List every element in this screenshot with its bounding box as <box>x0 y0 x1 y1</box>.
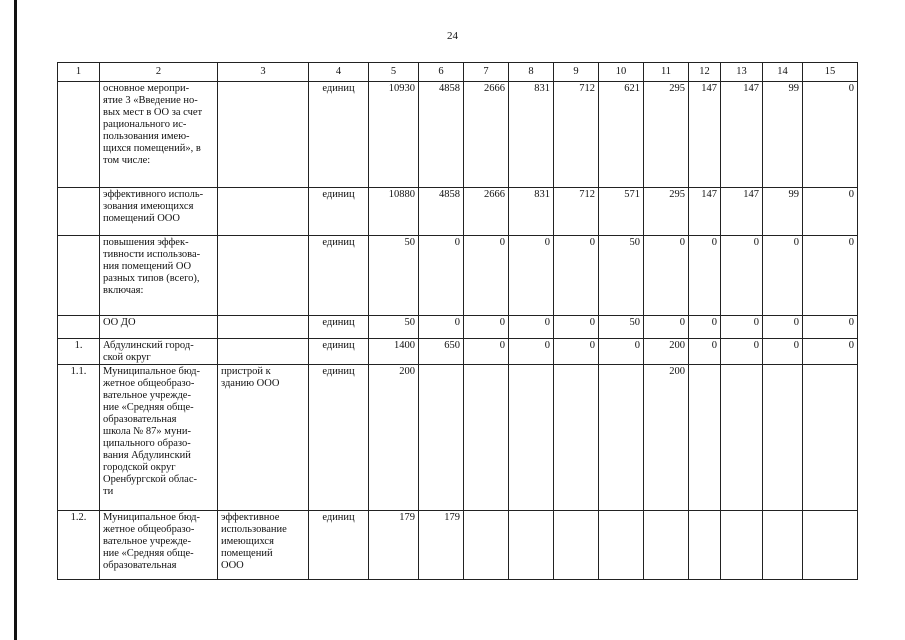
value-cell <box>419 365 464 511</box>
column-header: 14 <box>763 63 803 82</box>
row-number-cell <box>58 316 100 339</box>
value-cell: 831 <box>509 188 554 236</box>
value-cell <box>803 511 858 580</box>
value-cell: 0 <box>509 236 554 316</box>
value-cell: 4858 <box>419 82 464 188</box>
value-cell: 621 <box>599 82 644 188</box>
value-cell: 50 <box>369 316 419 339</box>
value-cell: 50 <box>369 236 419 316</box>
note-cell: эффективное использование имеющихся помещений ООО <box>218 511 309 580</box>
value-cell: 0 <box>554 339 599 365</box>
row-number-cell <box>58 236 100 316</box>
column-header: 11 <box>644 63 689 82</box>
unit-cell: единиц <box>309 188 369 236</box>
scan-edge-line <box>14 0 17 640</box>
value-cell: 0 <box>419 316 464 339</box>
unit-cell: единиц <box>309 511 369 580</box>
value-cell: 0 <box>721 236 763 316</box>
value-cell <box>803 365 858 511</box>
value-cell: 147 <box>721 188 763 236</box>
value-cell: 2666 <box>464 82 509 188</box>
value-cell <box>509 511 554 580</box>
note-cell <box>218 236 309 316</box>
value-cell: 0 <box>464 236 509 316</box>
column-header: 15 <box>803 63 858 82</box>
column-header: 13 <box>721 63 763 82</box>
value-cell: 0 <box>721 316 763 339</box>
value-cell: 0 <box>644 316 689 339</box>
value-cell <box>644 511 689 580</box>
value-cell: 0 <box>763 339 803 365</box>
value-cell <box>721 511 763 580</box>
value-cell: 0 <box>689 316 721 339</box>
value-cell: 0 <box>464 339 509 365</box>
row-number-cell <box>58 188 100 236</box>
value-cell: 0 <box>803 316 858 339</box>
column-header: 1 <box>58 63 100 82</box>
row-number-cell: 1. <box>58 339 100 365</box>
value-cell: 0 <box>763 316 803 339</box>
column-header: 10 <box>599 63 644 82</box>
value-cell: 0 <box>509 339 554 365</box>
value-cell: 0 <box>803 339 858 365</box>
note-cell <box>218 82 309 188</box>
value-cell: 10880 <box>369 188 419 236</box>
note-cell <box>218 316 309 339</box>
value-cell: 200 <box>644 339 689 365</box>
value-cell: 147 <box>689 82 721 188</box>
unit-cell: единиц <box>309 316 369 339</box>
unit-cell: единиц <box>309 236 369 316</box>
value-cell: 0 <box>554 236 599 316</box>
value-cell: 1400 <box>369 339 419 365</box>
value-cell <box>509 365 554 511</box>
value-cell: 10930 <box>369 82 419 188</box>
value-cell <box>689 365 721 511</box>
column-header: 2 <box>100 63 218 82</box>
table-row <box>58 511 858 580</box>
value-cell: 0 <box>689 339 721 365</box>
value-cell: 99 <box>763 82 803 188</box>
value-cell: 0 <box>464 316 509 339</box>
value-cell: 99 <box>763 188 803 236</box>
row-number-cell: 1.1. <box>58 365 100 511</box>
unit-cell: единиц <box>309 82 369 188</box>
unit-cell: единиц <box>309 339 369 365</box>
column-header: 8 <box>509 63 554 82</box>
column-header: 12 <box>689 63 721 82</box>
value-cell: 179 <box>419 511 464 580</box>
value-cell: 0 <box>721 339 763 365</box>
value-cell: 712 <box>554 82 599 188</box>
value-cell: 0 <box>419 236 464 316</box>
value-cell: 0 <box>803 82 858 188</box>
value-cell: 0 <box>644 236 689 316</box>
table-row <box>58 236 858 316</box>
name-cell: Абдулинский город- ской округ <box>100 339 218 365</box>
value-cell: 0 <box>689 236 721 316</box>
value-cell: 0 <box>803 188 858 236</box>
column-header: 5 <box>369 63 419 82</box>
value-cell: 4858 <box>419 188 464 236</box>
value-cell: 0 <box>763 236 803 316</box>
value-cell <box>599 511 644 580</box>
table-row <box>58 339 858 365</box>
table-row <box>58 188 858 236</box>
name-cell: повышения эффек- тивности использова- ния помещений ОО разных типов (всего), включая: <box>100 236 218 316</box>
name-cell: ОО ДО <box>100 316 218 339</box>
value-cell: 200 <box>644 365 689 511</box>
value-cell <box>599 365 644 511</box>
value-cell: 2666 <box>464 188 509 236</box>
value-cell <box>763 511 803 580</box>
value-cell: 571 <box>599 188 644 236</box>
unit-cell: единиц <box>309 365 369 511</box>
value-cell <box>763 365 803 511</box>
name-cell: Муниципальное бюд- жетное общеобразо- вательное учрежде- ние «Средняя обще- образовательная школа № 87» муни- ципального образо- вания Абдулинский городской округ Оренбургской облас- ти <box>100 365 218 511</box>
column-header: 4 <box>309 63 369 82</box>
value-cell: 831 <box>509 82 554 188</box>
name-cell: Муниципальное бюд- жетное общеобразо- вательное учрежде- ние «Средняя обще- образовательная <box>100 511 218 580</box>
name-cell: эффективного исполь- зования имеющихся помещений ООО <box>100 188 218 236</box>
column-header: 6 <box>419 63 464 82</box>
value-cell: 50 <box>599 236 644 316</box>
row-number-cell: 1.2. <box>58 511 100 580</box>
data-table <box>57 62 858 580</box>
value-cell: 0 <box>509 316 554 339</box>
value-cell: 0 <box>803 236 858 316</box>
value-cell <box>464 511 509 580</box>
value-cell: 295 <box>644 82 689 188</box>
value-cell <box>554 511 599 580</box>
table-row <box>58 316 858 339</box>
table-row <box>58 82 858 188</box>
column-header: 9 <box>554 63 599 82</box>
table-row <box>58 365 858 511</box>
column-header: 3 <box>218 63 309 82</box>
value-cell <box>554 365 599 511</box>
value-cell: 0 <box>599 339 644 365</box>
value-cell: 147 <box>721 82 763 188</box>
value-cell: 200 <box>369 365 419 511</box>
value-cell: 50 <box>599 316 644 339</box>
table-header-row <box>58 63 858 82</box>
value-cell <box>689 511 721 580</box>
value-cell <box>464 365 509 511</box>
name-cell: основное меропри- ятие 3 «Введение но- вых мест в ОО за счет рационального ис- пользования имею- щихся помещений», в том числе: <box>100 82 218 188</box>
column-header: 7 <box>464 63 509 82</box>
row-number-cell <box>58 82 100 188</box>
value-cell: 147 <box>689 188 721 236</box>
value-cell: 650 <box>419 339 464 365</box>
value-cell: 179 <box>369 511 419 580</box>
value-cell: 712 <box>554 188 599 236</box>
note-cell <box>218 188 309 236</box>
value-cell: 0 <box>554 316 599 339</box>
note-cell <box>218 339 309 365</box>
value-cell: 295 <box>644 188 689 236</box>
note-cell: пристрой к зданию ООО <box>218 365 309 511</box>
page-number: 24 <box>447 30 458 42</box>
value-cell <box>721 365 763 511</box>
